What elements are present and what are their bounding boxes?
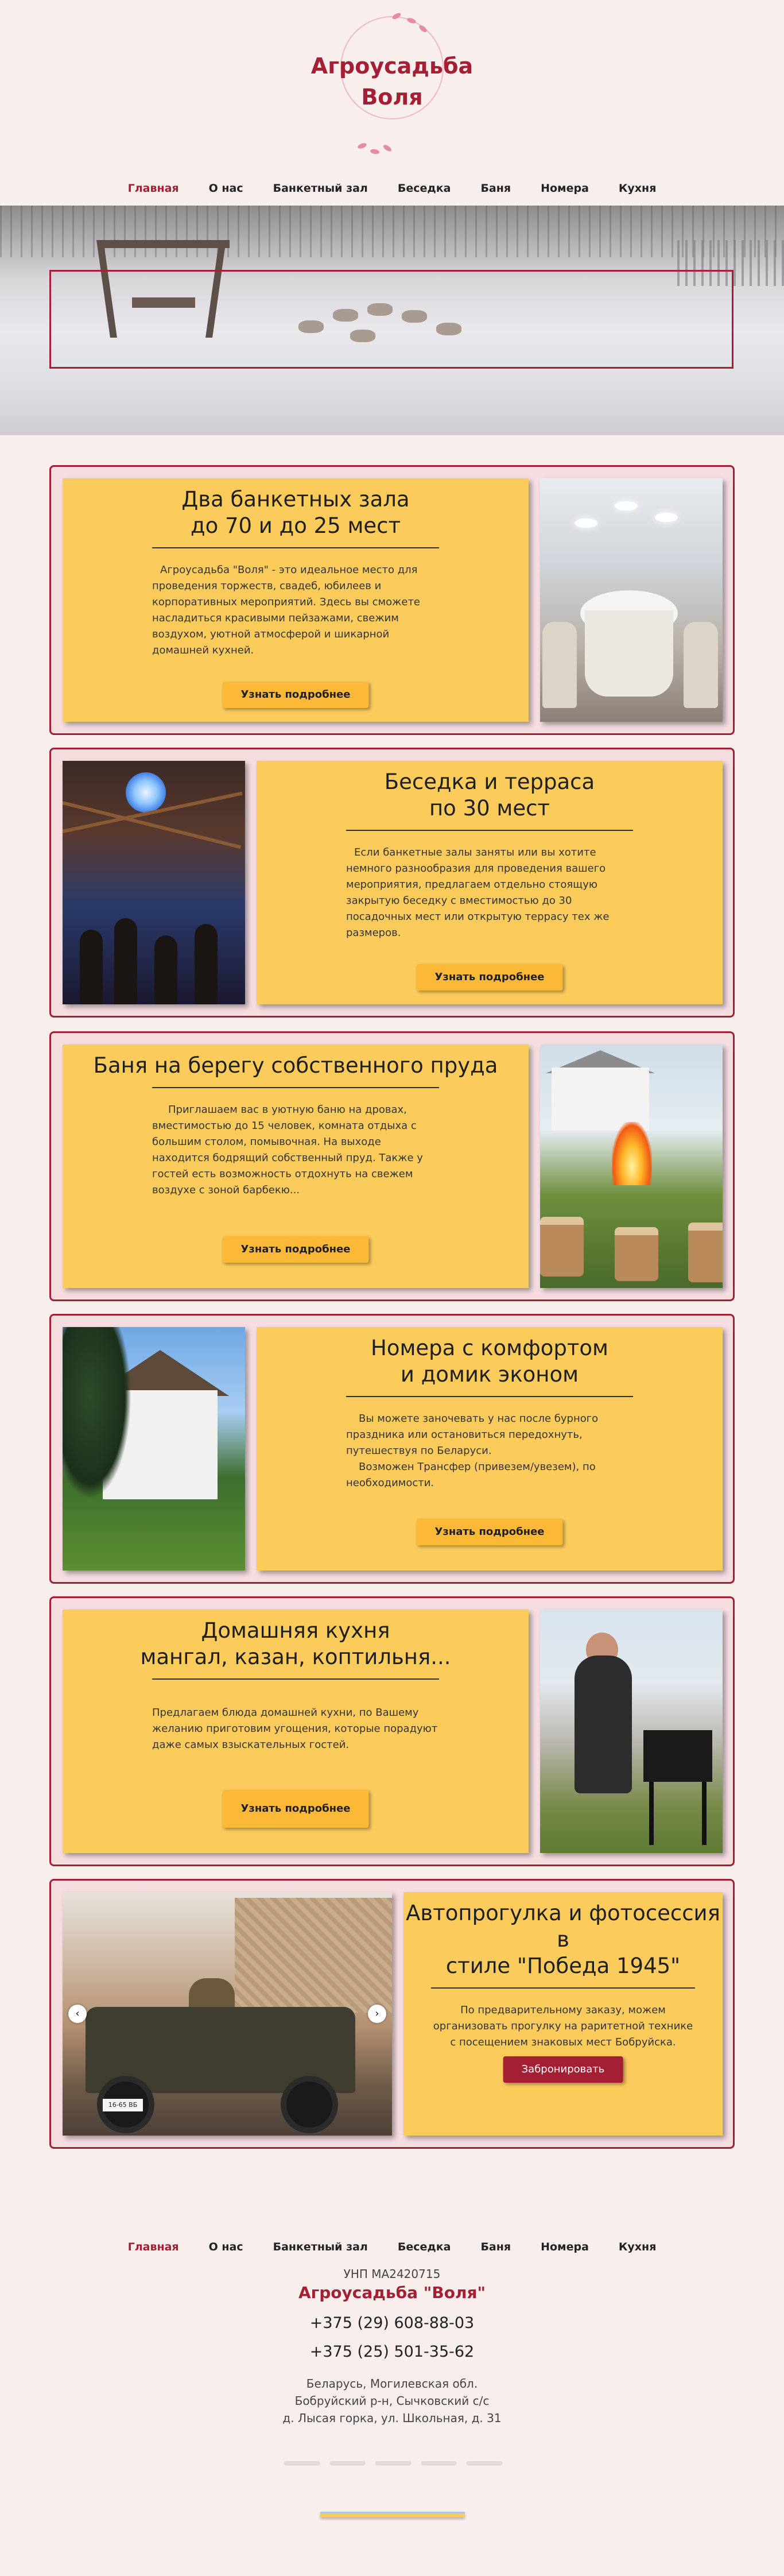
gazebo-more-button[interactable]: Узнать подробнее <box>416 964 562 991</box>
kitchen-title-line1: Домашняя кухня <box>201 1618 390 1643</box>
gazebo-text-card <box>257 761 723 1004</box>
social-link-icon[interactable] <box>375 2461 411 2465</box>
rooms-divider <box>346 1396 633 1397</box>
banya-title-line1: Баня на берегу собственного пруда <box>93 1053 498 1078</box>
nav-item-gazebo[interactable]: Беседка <box>397 182 451 195</box>
logo-title-line1: Агроусадьба <box>311 53 473 79</box>
footer-unp: УНП МА2420715 <box>343 2267 441 2281</box>
rooms-title <box>257 1327 723 1388</box>
social-link-icon[interactable] <box>467 2461 502 2465</box>
social-link-icon[interactable] <box>284 2461 320 2465</box>
jeep-plate <box>103 2099 143 2111</box>
nav-item-banquet-hall[interactable]: Банкетный зал <box>273 182 368 195</box>
rooms-description-text: Вы можете заночевать у нас после бурного праздника или остановиться передохнуть, путешествуя по Беларуси. <box>346 1413 599 1457</box>
rooms-description <box>346 1411 633 1491</box>
victory-title <box>403 1892 723 1979</box>
slider-next-arrow-icon[interactable]: › <box>368 2005 386 2023</box>
footer-nav <box>0 2238 784 2256</box>
gazebo-photo <box>63 761 245 1004</box>
victory-title-line2: стиле "Победа 1945" <box>445 1954 681 1978</box>
rooms-text-card <box>257 1327 723 1571</box>
hero-frame <box>49 270 733 369</box>
footer-nav-item-banya[interactable]: Баня <box>480 2241 511 2253</box>
social-links <box>284 2461 502 2465</box>
banquet-title-line2: до 70 и до 25 мест <box>190 513 401 538</box>
kitchen-divider <box>152 1678 439 1680</box>
banya-more-button[interactable]: Узнать подробнее <box>222 1236 368 1263</box>
main-nav <box>0 180 784 197</box>
slider-prev-arrow-icon[interactable]: ‹ <box>68 2005 87 2023</box>
kitchen-more-button[interactable]: Узнать подробнее <box>222 1790 368 1828</box>
victory-description-text: По предварительному заказу, можем организовать прогулку на раритетной технике с посещением знаковых мест Бобруйска. <box>433 2004 693 2048</box>
gazebo-title-line1: Беседка и терраса <box>384 769 595 794</box>
section-banya <box>49 1031 735 1301</box>
kitchen-photo <box>540 1610 723 1853</box>
kitchen-description-text: Предлагаем блюда домашней кухни, по Вашему желанию приготовим угощения, которые порадуют даже самых взыскательных гостей. <box>152 1707 438 1751</box>
leaf-icon <box>370 149 379 155</box>
banquet-title-line1: Два банкетных зала <box>181 487 410 512</box>
footer-nav-item-kitchen[interactable]: Кухня <box>618 2241 657 2253</box>
victory-description <box>431 2002 695 2051</box>
nav-item-kitchen[interactable]: Кухня <box>618 182 657 195</box>
section-kitchen <box>49 1596 735 1866</box>
banquet-description <box>152 562 439 659</box>
rooms-more-button[interactable]: Узнать подробнее <box>416 1519 562 1545</box>
section-banquet <box>49 465 735 735</box>
banquet-hall-photo <box>540 478 723 722</box>
kitchen-title <box>63 1610 529 1670</box>
gazebo-description-text: Если банкетные залы заняты или вы хотите немного разнообразия для проведения вашего мероприятия, предлагаем отдельно стоящую закрытую беседку с вместимостью до 30 посадочных мест или открытую террасу тех же размеров. <box>346 846 610 939</box>
victory-text-card <box>403 1892 723 2136</box>
kitchen-description <box>152 1705 439 1753</box>
victory-photo-slider[interactable] <box>63 1892 392 2136</box>
nav-item-rooms[interactable]: Номера <box>541 182 589 195</box>
banya-description <box>152 1102 439 1198</box>
banquet-title <box>63 478 529 539</box>
rooms-title-line2: и домик эконом <box>400 1362 579 1387</box>
social-link-icon[interactable] <box>421 2461 457 2465</box>
banquet-text-card <box>63 478 529 722</box>
nav-item-about[interactable]: О нас <box>208 182 243 195</box>
footer-nav-item-about[interactable]: О нас <box>208 2241 243 2253</box>
rooms-transfer-text: Возможен Трансфер (привезем/увезем), по необходимости. <box>346 1461 596 1489</box>
footer-nav-item-home[interactable]: Главная <box>127 2241 179 2253</box>
banya-description-text: Приглашаем вас в уютную баню на дровах, вместимостью до 15 человек, комната отдыха с большим столом, помывочная. На выходе находится бодрящий собственный пруд. Также у гостей есть возможность отдохнуть на свежем воздухе с зоной барбекю... <box>152 1104 423 1196</box>
nav-item-home[interactable]: Главная <box>127 182 179 195</box>
gazebo-title-line2: по 30 мест <box>429 796 550 821</box>
section-victory-tour <box>49 1879 735 2149</box>
kitchen-title-line2: мангал, казан, коптильня... <box>140 1645 451 1669</box>
gazebo-title <box>257 761 723 822</box>
logo[interactable] <box>306 6 478 161</box>
footer-title: Агроусадьба "Воля" <box>298 2283 486 2302</box>
logo-title-line2: Воля <box>361 84 423 110</box>
jeep-plate-text: 16-65 ВБ <box>108 2101 138 2109</box>
victory-divider <box>431 1987 695 1989</box>
rooms-photo <box>63 1327 245 1571</box>
footer-nav-item-rooms[interactable]: Номера <box>541 2241 589 2253</box>
footer-address-line2: Бобруйский р-н, Сычковский с/с <box>294 2394 490 2408</box>
logo-title <box>306 51 478 113</box>
victory-title-line1: Автопрогулка и фотосессия в <box>406 1901 720 1952</box>
footer-address-line3: д. Лысая горка, ул. Школьная, д. 31 <box>282 2411 502 2425</box>
book-button[interactable]: Забронировать <box>503 2056 623 2083</box>
footer-address <box>0 2375 784 2427</box>
leaf-icon <box>382 144 393 153</box>
gazebo-divider <box>346 830 633 831</box>
banya-text-card <box>63 1045 529 1288</box>
banya-divider <box>152 1087 439 1088</box>
nav-item-banya[interactable]: Баня <box>480 182 511 195</box>
footer-address-line1: Беларусь, Могилевская обл. <box>306 2377 478 2391</box>
banquet-more-button[interactable]: Узнать подробнее <box>222 682 368 708</box>
footer-phone-1[interactable]: +375 (29) 608-88-03 <box>309 2314 475 2332</box>
banya-photo <box>540 1045 723 1288</box>
section-rooms <box>49 1314 735 1584</box>
banquet-description-text: Агроусадьба "Воля" - это идеальное место для проведения торжеств, свадеб, юбилеев и корпоративных мероприятий. Здесь вы сможете насладиться красивыми пейзажами, свежим воздухом, уютной атмосферой и шикарной домашней кухней. <box>152 564 420 656</box>
footer-nav-item-banquet-hall[interactable]: Банкетный зал <box>273 2241 368 2253</box>
kitchen-text-card <box>63 1610 529 1853</box>
banya-title <box>63 1045 529 1079</box>
banquet-divider <box>152 547 439 548</box>
footer-phone-2[interactable]: +375 (25) 501-35-62 <box>309 2343 475 2361</box>
social-link-icon[interactable] <box>330 2461 366 2465</box>
leaf-icon <box>357 142 367 150</box>
rooms-title-line1: Номера с комфортом <box>371 1336 608 1360</box>
gazebo-description <box>346 845 633 941</box>
section-gazebo <box>49 748 735 1018</box>
footer-nav-item-gazebo[interactable]: Беседка <box>397 2241 451 2253</box>
footer-decor-bar <box>320 2512 465 2517</box>
hero-banner <box>0 206 784 435</box>
